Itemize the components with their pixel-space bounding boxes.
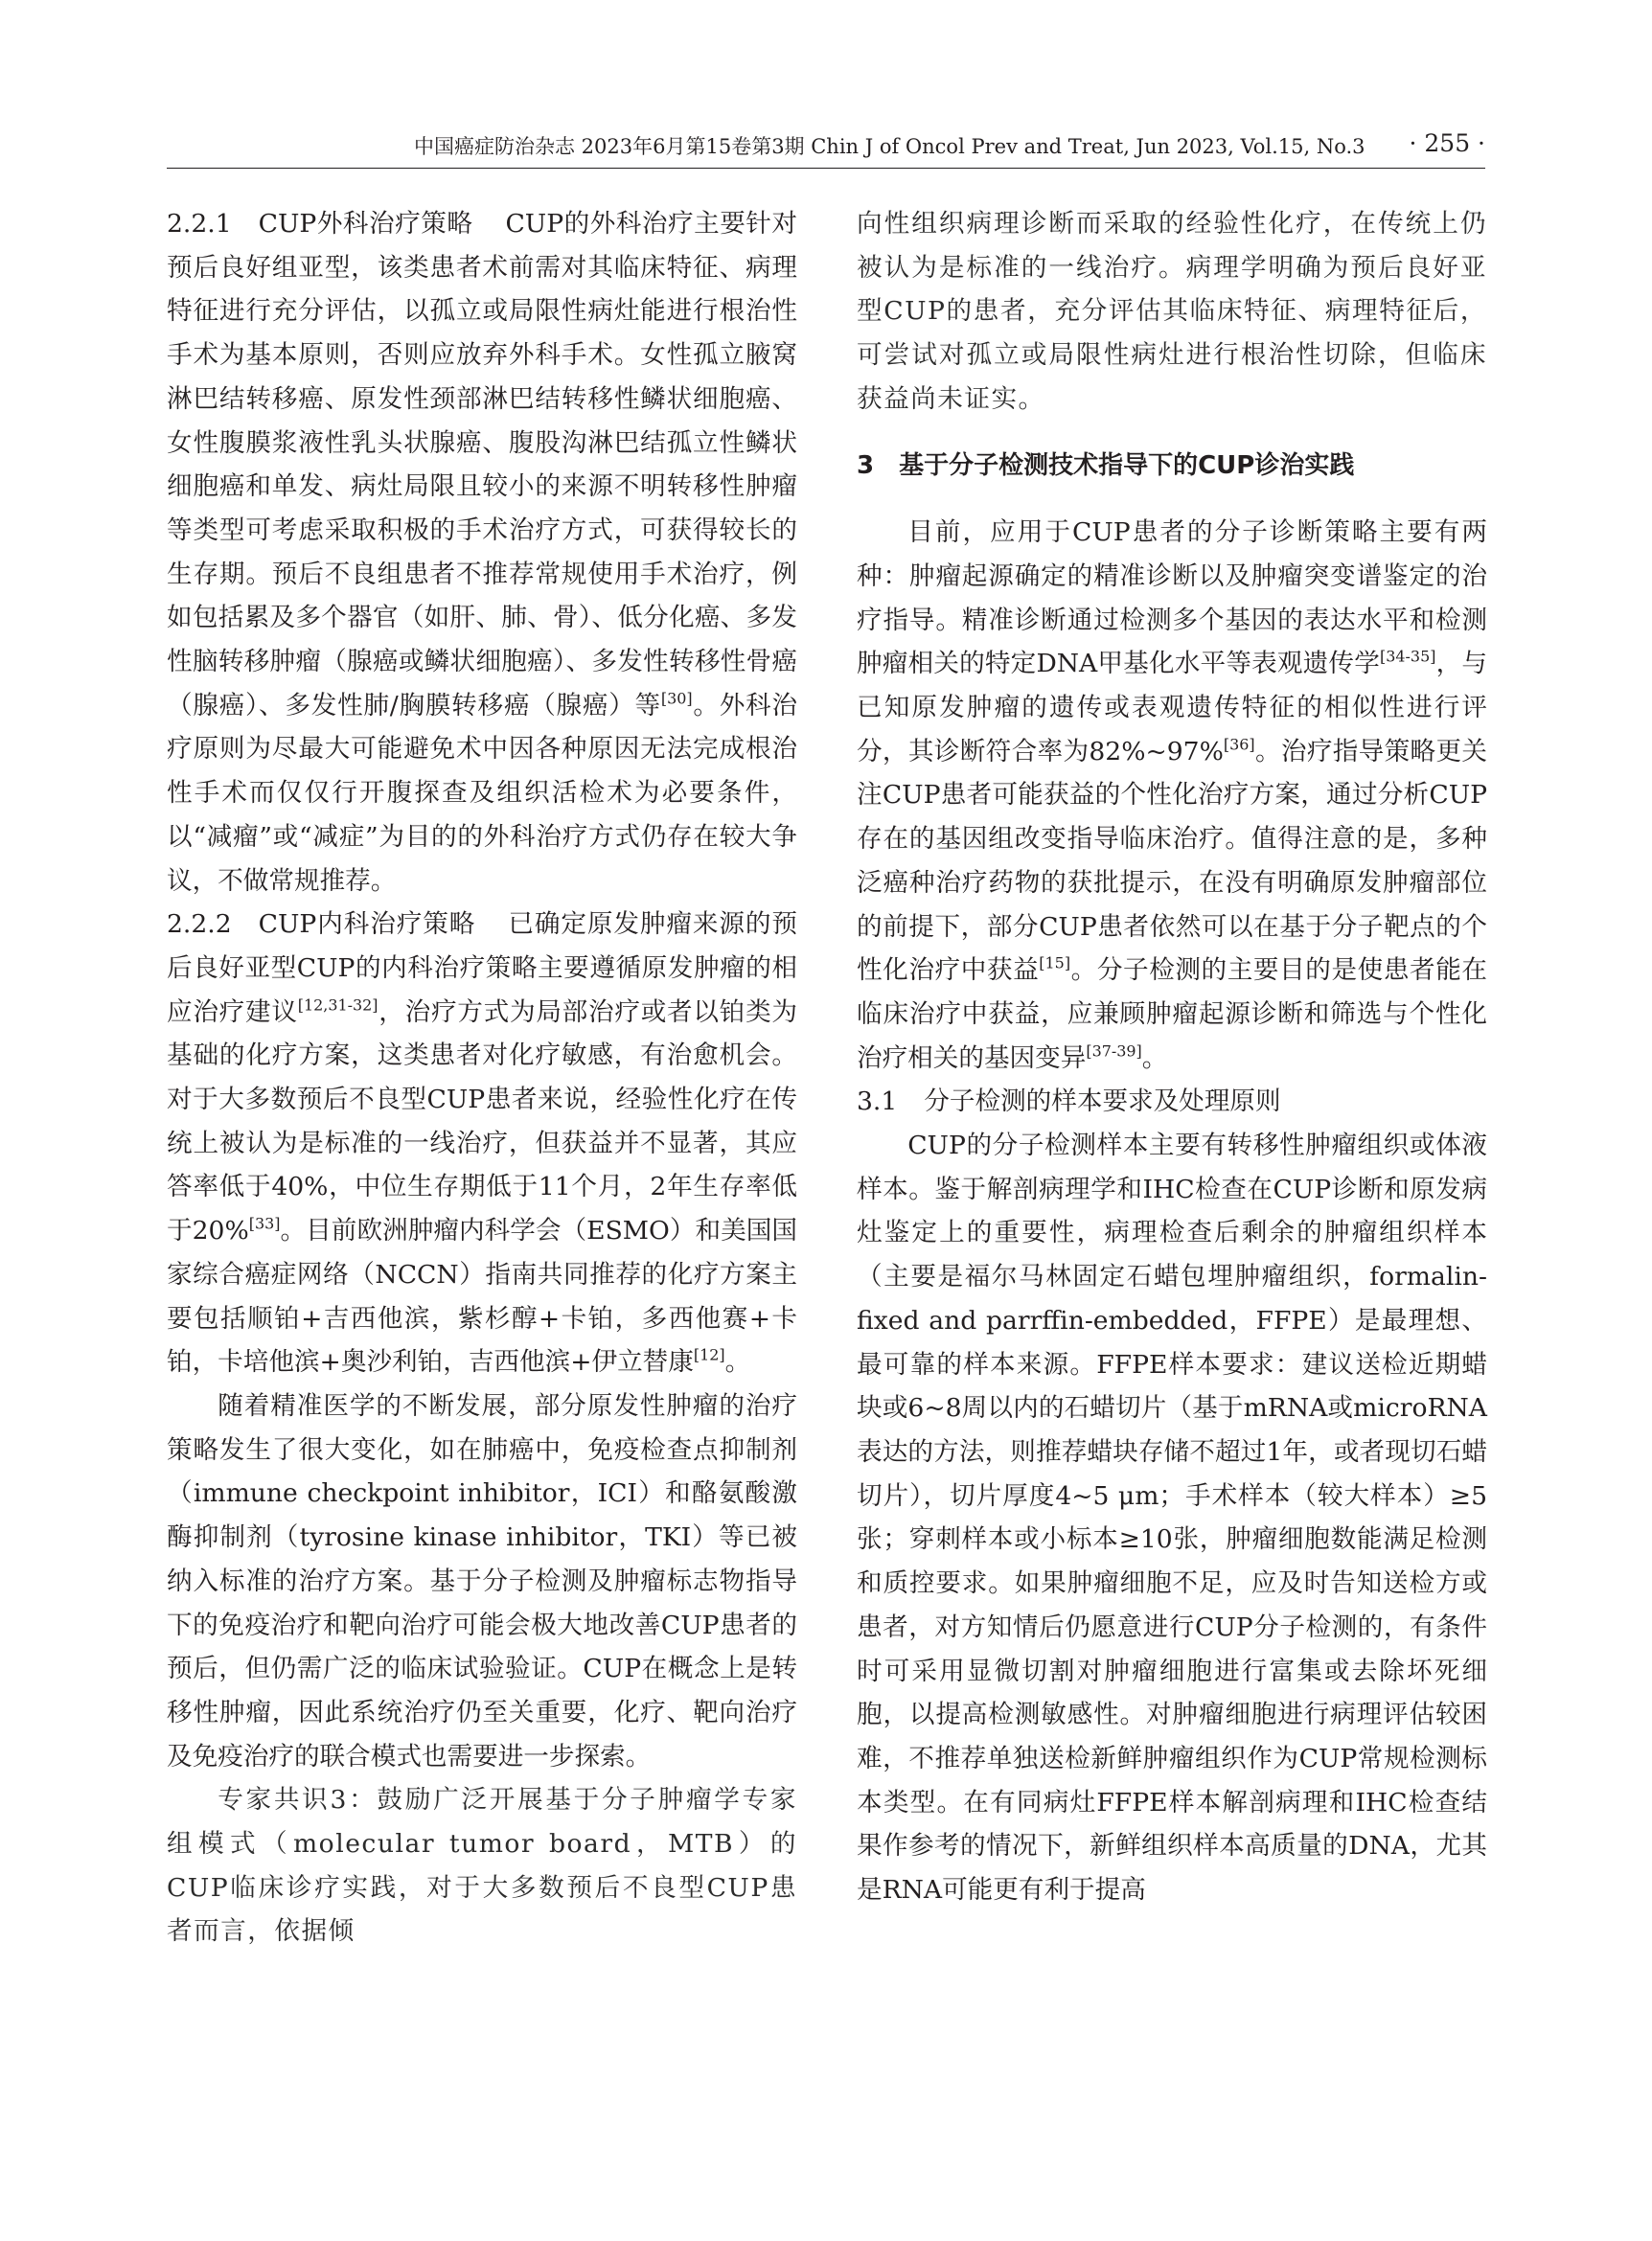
citation: [36]	[1223, 735, 1255, 754]
section-number: 2.2.2	[167, 909, 232, 940]
paragraph-text: 。治疗指导策略更关注CUP患者可能获益的个性化治疗方案，通过分析CUP存在的基因组改变指导临床治疗。值得注意的是，多种泛癌种治疗药物的获批提示，在没有明确原发肿瘤部位的前提下，部分CUP患者依然可以在基于分子靶点的个性化治疗中获益	[857, 736, 1487, 986]
paragraph-text: 。	[1141, 1042, 1168, 1073]
paragraph-text: 。分子检测的主要目的是使患者能在临床治疗中获益，应兼顾肿瘤起源诊断和筛选与个性化治疗相关的基因变异	[857, 955, 1488, 1073]
citation: [15]	[1039, 953, 1071, 972]
paragraph-text: ，与已知原发肿瘤的遗传或表观遗传特征的相似性进行评分，其诊断符合率为82%~97%	[857, 649, 1488, 766]
section-title: CUP内科治疗策略	[258, 909, 476, 940]
paragraph-text: 。外科治疗原则为尽最大可能避免术中因各种原因无法完成根治性手术而仅仅行开腹探查及组织活检术为必要条件，以“减瘤”或“减症”为目的的外科治疗方式仍存在较大争议，不做常规推荐。	[167, 690, 797, 896]
paragraph-text: ，治疗方式为局部治疗或者以铂类为基础的化疗方案，这类患者对化疗敏感，有治愈机会。对于大多数预后不良型CUP患者来说，经验性化疗在传统上被认为是标准的一线治疗，但获益并不显著，其应答率低于40%，中位生存期低于11个月，2年生存率低于20%	[167, 996, 798, 1246]
citation: [12]	[693, 1345, 725, 1364]
citation: [37-39]	[1086, 1041, 1142, 1061]
citation: [30]	[660, 689, 693, 708]
section-number: 3.1	[857, 1086, 898, 1117]
paragraph-text: 目前，应用于CUP患者的分子诊断策略主要有两种：肿瘤起源确定的精准诊断以及肿瘤突变谱鉴定的治疗指导。精准诊断通过检测多个基因的表达水平和检测肿瘤相关的特定DNA甲基化水平等表观遗传学	[857, 517, 1487, 679]
expert-consensus: 专家共识3：鼓励广泛开展基于分子肿瘤学专家组模式（molecular tumor board，MTB）的CUP临床诊疗实践，对于大多数预后不良型CUP患者而言，依据倾	[167, 1785, 797, 1947]
paragraph: 随着精准医学的不断发展，部分原发性肿瘤的治疗策略发生了很大变化，如在肺癌中，免疫检查点抑制剂（immune checkpoint inhibitor，ICI）和酪氨酸激酶抑制剂（tyrosine kinase inhibitor，TKI）等已被纳入标准的治疗方案。基于分子检测及肿瘤标志物指导下的免疫治疗和靶向治疗可能会极大地改善CUP患者的预后，但仍需广泛的临床试验验证。CUP在概念上是转移性肿瘤，因此系统治疗仍至关重要，化疗、靶向治疗及免疫治疗的联合模式也需要进一步探索。	[167, 1390, 797, 1772]
section-number: 2.2.1	[167, 209, 232, 239]
paragraph-text: 。	[724, 1347, 751, 1378]
left-column	[167, 202, 797, 1954]
section-3-1	[857, 1080, 1487, 1124]
right-column	[857, 202, 1487, 1912]
paragraph: CUP的分子检测样本主要有转移性肿瘤组织或体液样本。鉴于解剖病理学和IHC检查在CUP诊断和原发病灶鉴定上的重要性，病理检查后剩余的肿瘤组织样本（主要是福尔马林固定石蜡包埋肿瘤组织，formalin-fixed and parrffin-embedded，FFPE）是最理想、最可靠的样本来源。FFPE样本要求：建议送检近期蜡块或6~8周以内的石蜡切片（基于mRNA或microRNA表达的方法，则推荐蜡块存储不超过1年，或者现切石蜡切片），切片厚度4~5 μm；手术样本（较大样本）≥5张；穿刺样本或小标本≥10张，肿瘤细胞数能满足检测和质控要求。如果肿瘤细胞不足，应及时告知送检方或患者，对方知情后仍愿意进行CUP分子检测的，有条件时可采用显微切割对肿瘤细胞进行富集或去除坏死细胞，以提高检测敏感性。对肿瘤细胞进行病理评估较困难，不推荐单独送检新鲜肿瘤组织作为CUP常规检测标本类型。在有同病灶FFPE样本解剖病理和IHC检查结果作参考的情况下，新鲜组织样本高质量的DNA，尤其是RNA可能更有利于提高	[857, 1131, 1487, 1906]
journal-info: 中国癌症防治杂志 2023年6月第15卷第3期 Chin J of Oncol Prev and Treat, Jun 2023, Vol.15, No.3	[414, 135, 1365, 158]
running-header	[167, 129, 1485, 169]
expert-consensus-continued: 向性组织病理诊断而采取的经验性化疗，在传统上仍被认为是标准的一线治疗。病理学明确为预后良好亚型CUP的患者，充分评估其临床特征、病理特征后，可尝试对孤立或局限性病灶进行根治性切除，但临床获益尚未证实。	[857, 209, 1487, 414]
section-2-2-2	[167, 903, 797, 1384]
citation: [34-35]	[1380, 647, 1436, 666]
section-heading-3: 3 基于分子检测技术指导下的CUP诊治实践	[857, 450, 1355, 480]
section-title: 分子检测的样本要求及处理原则	[924, 1086, 1281, 1117]
section-2-2-1	[167, 202, 797, 903]
page-number: · 255 ·	[1409, 129, 1485, 157]
paragraph-text: 已确定原发肿瘤来源的预后良好亚型CUP的内科治疗策略主要遵循原发肿瘤的相应治疗建议	[167, 909, 798, 1027]
section-title: CUP外科治疗策略	[258, 209, 473, 239]
citation: [33]	[248, 1214, 281, 1233]
citation: [12,31-32]	[297, 995, 379, 1015]
paragraph-text: CUP的外科治疗主要针对预后良好组亚型，该类患者术前需对其临床特征、病理特征进行充分评估，以孤立或局限性病灶能进行根治性手术为基本原则，否则应放弃外科手术。女性孤立腋窝淋巴结转移癌、原发性颈部淋巴结转移性鳞状细胞癌、女性腹膜浆液性乳头状腺癌、腹股沟淋巴结孤立性鳞状细胞癌和单发、病灶局限且较小的来源不明转移性肿瘤等类型可考虑采取积极的手术治疗方式，可获得较长的生存期。预后不良组患者不推荐常规使用手术治疗，例如包括累及多个器官（如肝、肺、骨）、低分化癌、多发性脑转移肿瘤（腺癌或鳞状细胞癌）、多发性转移性骨癌（腺癌）、多发性肺/胸膜转移癌（腺癌）等	[167, 209, 797, 720]
paragraph-text: 。目前欧洲肿瘤内科学会（ESMO）和美国国家综合癌症网络（NCCN）指南共同推荐的化疗方案主要包括顺铂+吉西他滨，紫杉醇+卡铂，多西他赛+卡铂，卡培他滨+奥沙利铂，吉西他滨+伊立替康	[167, 1216, 797, 1378]
paragraph	[857, 511, 1487, 1080]
